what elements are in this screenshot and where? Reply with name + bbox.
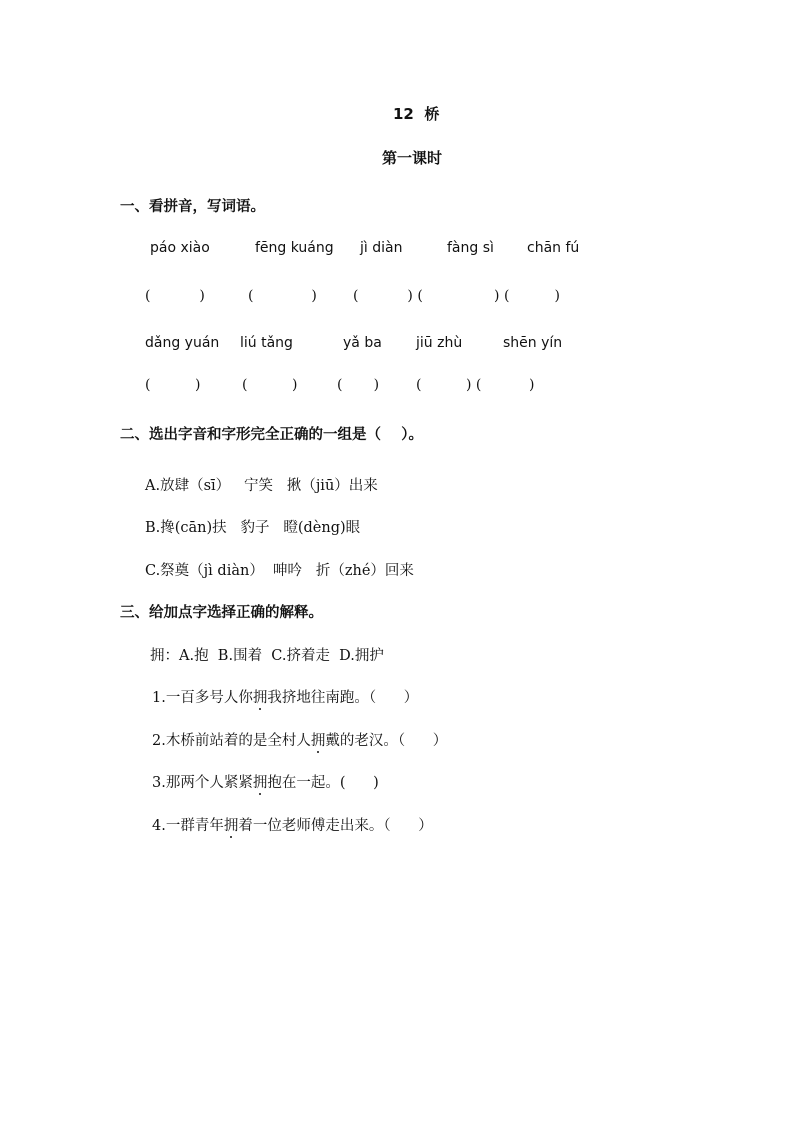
answer-blank[interactable]: ( ) ( bbox=[353, 288, 423, 304]
pinyin-item: liú tǎng bbox=[240, 335, 293, 351]
section3-heading: 三、给加点字选择正确的解释。 bbox=[120, 605, 323, 621]
question-item: 3.那两个人紧紧拥抱在一起。( ) bbox=[152, 771, 379, 792]
pinyin-item: yǎ ba bbox=[343, 335, 382, 351]
pinyin-item: páo xiào bbox=[150, 240, 210, 256]
answer-blank[interactable]: ( ) ( bbox=[416, 377, 482, 393]
section1-heading: 一、看拼音，写词语。 bbox=[120, 199, 265, 215]
answer-blank[interactable]: ( ) bbox=[145, 288, 205, 304]
question-item: 4.一群青年拥着一位老师傅走出来。（ ） bbox=[152, 814, 433, 835]
option-a: A.放肆（sī） 宁笑 揪（jiū）出来 bbox=[145, 478, 378, 494]
option-b: B.搀(cān)扶 豹子 瞪(dèng)眼 bbox=[145, 520, 361, 536]
answer-blank[interactable]: ( ) bbox=[145, 377, 201, 393]
answer-blank[interactable]: ( ) bbox=[248, 288, 317, 304]
section2-heading: 二、选出字音和字形完全正确的一组是（ ）。 bbox=[120, 427, 423, 443]
answer-blank[interactable]: ) bbox=[510, 288, 560, 304]
answer-blank[interactable]: ) bbox=[480, 377, 535, 393]
dotted-character: 拥 bbox=[311, 729, 326, 750]
pinyin-item: chān fú bbox=[527, 240, 580, 256]
answer-blank[interactable]: ( ) bbox=[242, 377, 298, 393]
dotted-character: 拥 bbox=[224, 814, 239, 835]
pinyin-item: fēng kuáng bbox=[255, 240, 334, 256]
question-item: 2.木桥前站着的是全村人拥戴的老汉。（ ） bbox=[152, 729, 447, 750]
pinyin-item: fàng sì bbox=[447, 240, 494, 256]
answer-blank[interactable]: ) ( bbox=[454, 288, 510, 304]
page-title: 12 桥 bbox=[393, 105, 440, 123]
question-item: 1.一百多号人你拥我挤地往南跑。（ ） bbox=[152, 686, 418, 707]
dotted-character: 拥 bbox=[253, 686, 268, 707]
lesson-subtitle: 第一课时 bbox=[382, 149, 443, 167]
dotted-character: 拥 bbox=[253, 771, 268, 792]
pinyin-item: jì diàn bbox=[360, 240, 403, 256]
option-c: C.祭奠（jì diàn） 呻吟 折（zhé）回来 bbox=[145, 563, 414, 579]
definition-line: 拥：A.抱 B.围着 C.挤着走 D.拥护 bbox=[150, 648, 384, 664]
answer-blank[interactable]: ( ) bbox=[337, 377, 380, 393]
pinyin-item: shēn yín bbox=[503, 335, 563, 351]
pinyin-item: jiū zhù bbox=[416, 335, 463, 351]
pinyin-item: dǎng yuán bbox=[145, 335, 220, 351]
